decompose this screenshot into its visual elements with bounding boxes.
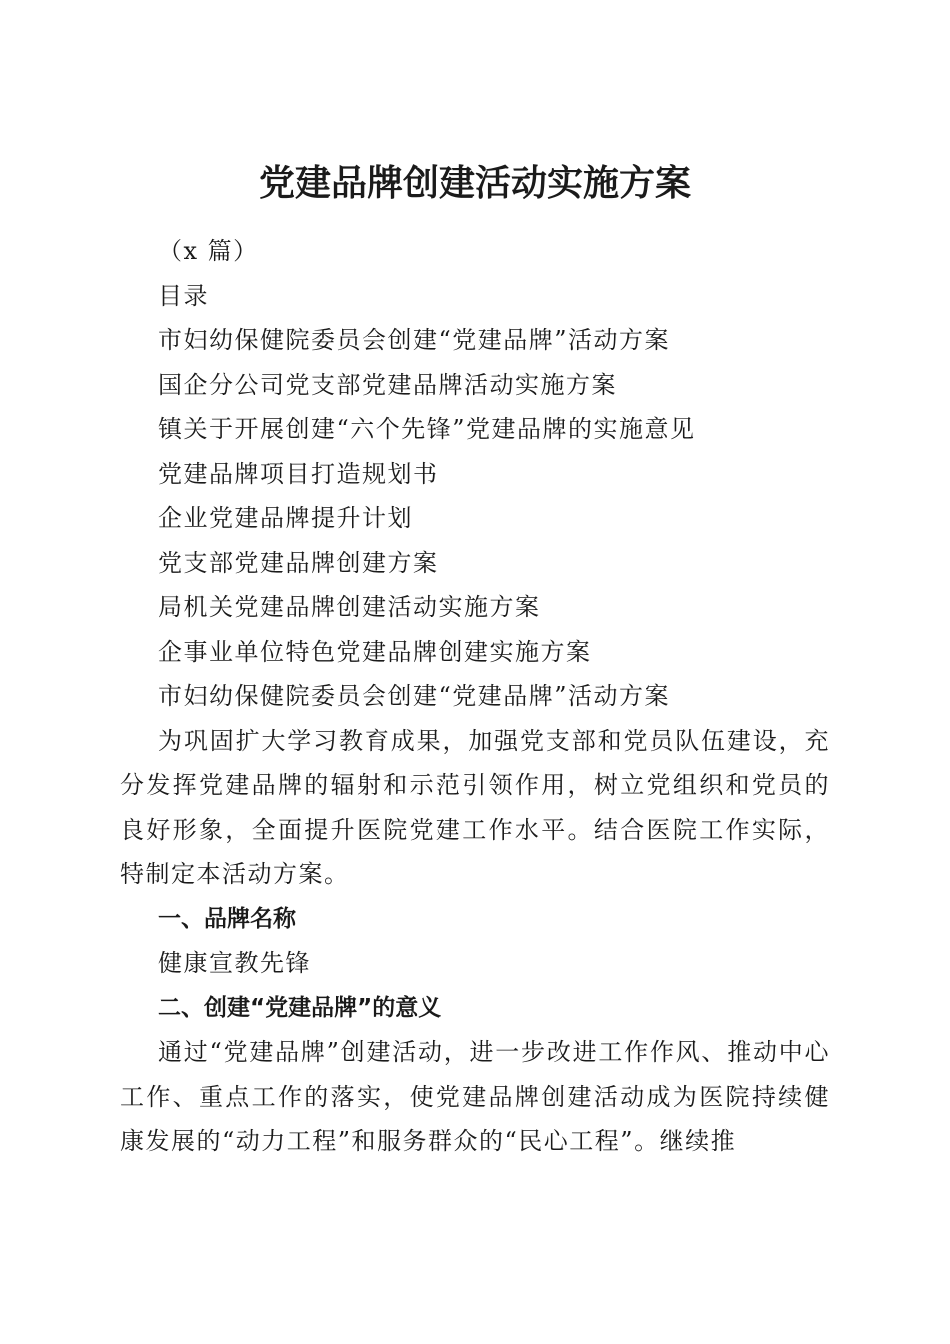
toc-heading: 目录 [158, 281, 209, 310]
toc-item: 局机关党建品牌创建活动实施方案 [158, 593, 541, 621]
toc-item: 企事业单位特色党建品牌创建实施方案 [158, 637, 592, 666]
toc-item: 企业党建品牌提升计划 [158, 504, 413, 532]
toc-item: 党支部党建品牌创建方案 [158, 548, 439, 577]
section-heading-2: 二、创建“党建品牌”的意义 [158, 994, 442, 1021]
toc-item: 镇关于开展创建“六个先锋”党建品牌的实施意见 [158, 415, 696, 443]
toc-item: 国企分公司党支部党建品牌活动实施方案 [158, 370, 617, 399]
section-text-1: 健康宣教先锋 [158, 949, 311, 977]
document-title: 党建品牌创建活动实施方案 [258, 163, 691, 205]
document-body [120, 229, 830, 1164]
article-title: 市妇幼保健院委员会创建“党建品牌”活动方案 [158, 682, 671, 710]
section-paragraph-2: 通过“党建品牌”创建活动，进一步改进工作作风、推动中心工作、重点工作的落实，使党建品牌创建活动成为医院持续健康发展的“动力工程”和服务群众的“民心工程”。继续推 [120, 1038, 830, 1155]
document-subtitle: （x 篇） [158, 237, 259, 265]
intro-paragraph: 为巩固扩大学习教育成果，加强党支部和党员队伍建设，充分发挥党建品牌的辐射和示范引领作用，树立党组织和党员的良好形象，全面提升医院党建工作水平。结合医院工作实际，特制定本活动方案。 [120, 726, 830, 888]
toc-item: 党建品牌项目打造规划书 [158, 459, 439, 488]
toc-item: 市妇幼保健院委员会创建“党建品牌”活动方案 [158, 326, 671, 354]
table-of-contents [120, 318, 830, 674]
section-heading-1: 一、品牌名称 [158, 905, 296, 932]
